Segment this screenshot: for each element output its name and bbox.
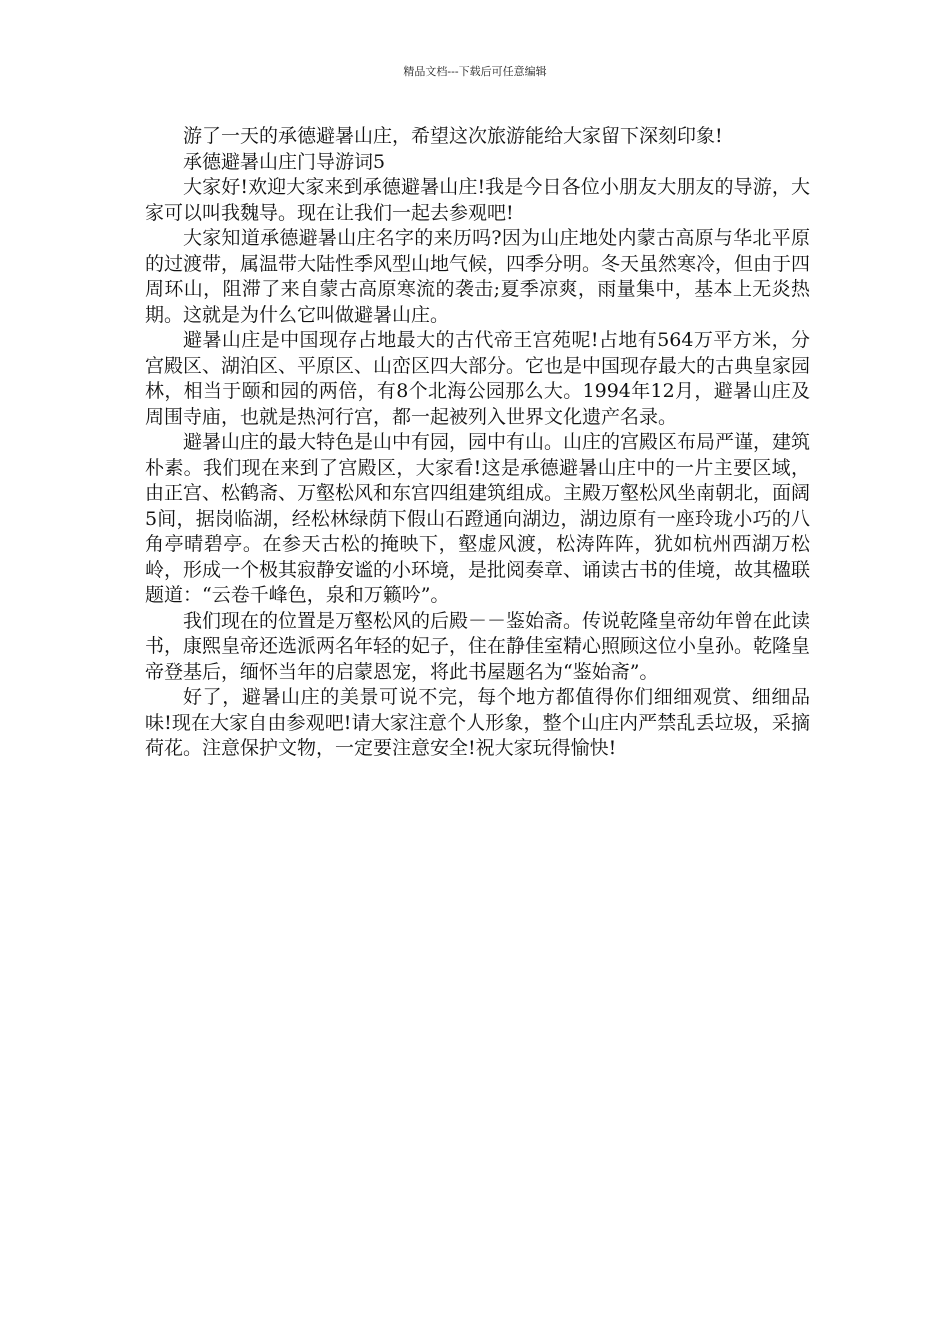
paragraph-jianshizhai: 我们现在的位置是万壑松风的后殿－－鉴始斋。传说乾隆皇帝幼年曾在此读书，康熙皇帝还选派两名年轻的妃子，住在静佳室精心照顾这位小皇孙。乾隆皇帝登基后，缅怀当年的启蒙恩宠，将此书屋题名为“鉴始斋”。 xyxy=(145,609,811,683)
section-title: 承德避暑山庄门导游词5 xyxy=(183,150,386,173)
paragraph-greeting: 大家好!欢迎大家来到承德避暑山庄!我是今日各位小朋友大朋友的导游，大家可以叫我魏导。现在让我们一起去参观吧! xyxy=(145,176,810,224)
page-header: 精品文档---下载后可任意编辑 xyxy=(403,65,547,78)
paragraph-name-origin: 大家知道承德避暑山庄名字的来历吗?因为山庄地处内蒙古高原与华北平原的过渡带，属温带大陆性季风型山地气候，四季分明。冬天虽然寒冷，但由于四周环山，阻滞了来自蒙古高原寒流的袭击;夏季凉爽，雨量集中，基本上无炎热期。这就是为什么它叫做避暑山庄。 xyxy=(145,227,811,326)
paragraph-farewell: 好了，避暑山庄的美景可说不完，每个地方都值得你们细细观赏、细细品味!现在大家自由参观吧!请大家注意个人形象，整个山庄内严禁乱丢垃圾，采摘荷花。注意保护文物，一定要注意安全!祝大家玩得愉快! xyxy=(145,686,810,759)
paragraph-palace-area: 避暑山庄的最大特色是山中有园，园中有山。山庄的宫殿区布局严谨，建筑朴素。我们现在来到了宫殿区，大家看!这是承德避暑山庄中的一片主要区域，由正宫、松鹤斋、万壑松风和东宫四组建筑组成。主殿万壑松风坐南朝北，面阔5间，据岗临湖，经松林绿荫下假山石蹬通向湖边，湖边原有一座玲珑小巧的八角亭晴碧亭。在参天古松的掩映下，壑虚风渡，松涛阵阵，犹如杭州西湖万松岭，形成一个极其寂静安谧的小环境，是批阅奏章、诵读古书的佳境，故其楹联题道：“云卷千峰色，泉和万籁吟”。 xyxy=(145,431,811,606)
paragraph-size-history: 避暑山庄是中国现存占地最大的古代帝王宫苑呢!占地有564万平方米，分宫殿区、湖泊区、平原区、山峦区四大部分。它也是中国现存最大的古典皇家园林，相当于颐和园的两倍，有8个北海公园那么大。1994年12月，避暑山庄及周围寺庙，也就是热河行宫，都一起被列入世界文化遗产名录。 xyxy=(145,329,811,428)
document-body xyxy=(145,124,810,762)
paragraph-closing-remark: 游了一天的承德避暑山庄，希望这次旅游能给大家留下深刻印象! xyxy=(183,125,723,147)
